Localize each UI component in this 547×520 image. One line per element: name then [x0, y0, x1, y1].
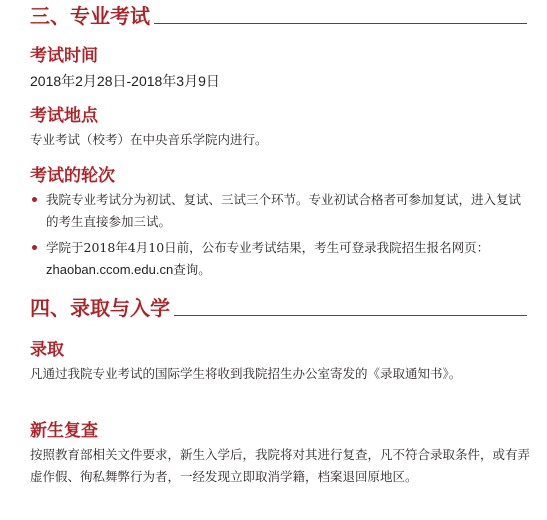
recheck-heading: 新生复查	[30, 421, 98, 441]
list-item	[30, 237, 530, 281]
exam-rounds-bullet-2-text-before: 学院于2018年4月10日前，公布专业考试结果，考生可登录我院招生报名网页：	[46, 240, 490, 255]
exam-time-heading: 考试时间	[30, 46, 98, 66]
exam-rounds-heading: 考试的轮次	[30, 166, 115, 186]
section-4-title: 四、录取与入学	[30, 296, 170, 320]
recheck-text: 按照教育部相关文件要求，新生入学后，我院将对其进行复查，凡不符合录取条件，或有弄虚作假、徇私舞弊行为者，一经发现立即取消学籍，档案退回原地区。	[30, 447, 531, 484]
bullet-dot-icon	[32, 245, 37, 250]
exam-rounds-bullet-1-text: 我院专业考试分为初试、复试、三试三个环节。专业初试合格者可参加复试，进入复试的考生直接参加三试。	[46, 192, 522, 229]
bullet-dot-icon	[32, 197, 37, 202]
admission-text: 凡通过我院专业考试的国际学生将收到我院招生办公室寄发的《录取通知书》。	[30, 366, 462, 381]
section-3-header	[30, 4, 527, 28]
exam-rounds-list	[30, 189, 530, 285]
admission-heading: 录取	[30, 340, 64, 360]
section-3-title: 三、专业考试	[30, 4, 150, 28]
list-item	[30, 189, 530, 233]
exam-rounds-bullet-2-text-after: 查询。	[173, 262, 211, 277]
section-4-header	[30, 296, 527, 320]
section-3-rule	[154, 23, 527, 24]
section-4-rule	[174, 315, 527, 316]
exam-location-text: 专业考试（校考）在中央音乐学院内进行。	[30, 132, 268, 147]
admission-website-link[interactable]: zhaoban.ccom.edu.cn	[46, 262, 174, 277]
exam-time-value: 2018年2月28日-2018年3月9日	[30, 73, 220, 89]
exam-location-heading: 考试地点	[30, 106, 98, 126]
